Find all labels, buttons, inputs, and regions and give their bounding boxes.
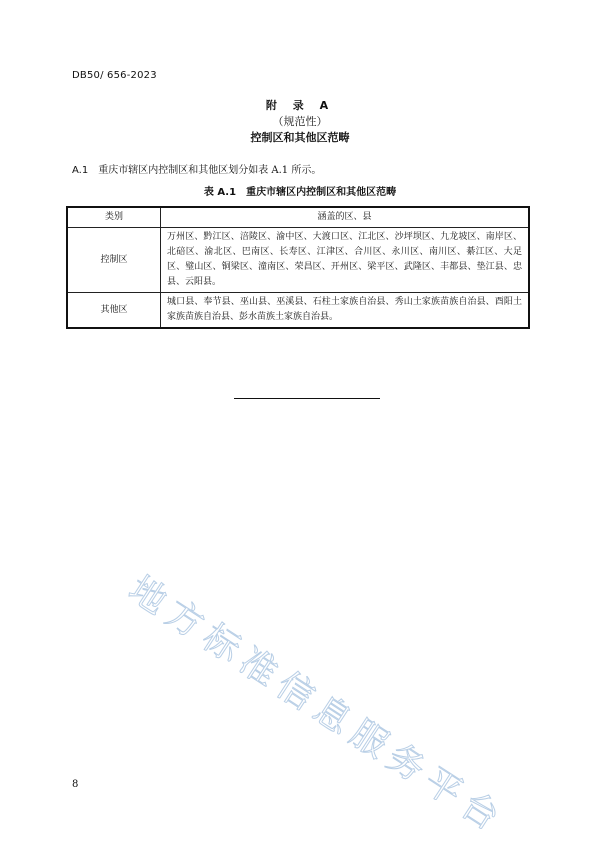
header-category: 类别 [67,207,161,228]
page-number: 8 [72,779,79,790]
clause-number: A.1 [72,165,89,176]
watermark: 地方标准信息服务平台 [121,568,513,843]
appendix-title: 附 录 A [265,99,335,112]
row-category: 其他区 [67,293,161,329]
row-areas: 万州区、黔江区、涪陵区、渝中区、大渡口区、江北区、沙坪坝区、九龙坡区、南岸区、北碚区、渝北区、巴南区、长寿区、江津区、合川区、永川区、南川区、綦江区、大足区、璧山区、铜梁区、潼南区、荣昌区、开州区、梁平区、武隆区、丰都县、垫江县、忠县、云阳县。 [161,228,530,293]
table-caption-title: 重庆市辖区内控制区和其他区范畴 [246,187,397,198]
clause-text: 重庆市辖区内控制区和其他区划分如表 A.1 所示。 [98,165,322,176]
table-row [67,228,529,293]
table-row [67,293,529,329]
clause-paragraph [72,161,321,176]
appendix-heading: 控制区和其他区范畴 [250,131,350,144]
appendix-type: （规范性） [272,115,328,128]
end-rule [234,398,380,399]
table-caption-number: 表 A.1 [203,187,237,198]
document-code: DB50/ 656-2023 [72,70,157,81]
row-areas: 城口县、奉节县、巫山县、巫溪县、石柱土家族自治县、秀山土家族苗族自治县、酉阳土家族苗族自治县、彭水苗族土家族自治县。 [161,293,530,329]
table-header-row [67,207,529,228]
row-category: 控制区 [67,228,161,293]
zone-table [66,206,530,329]
table-caption [0,183,600,198]
header-areas: 涵盖的区、县 [161,207,530,228]
